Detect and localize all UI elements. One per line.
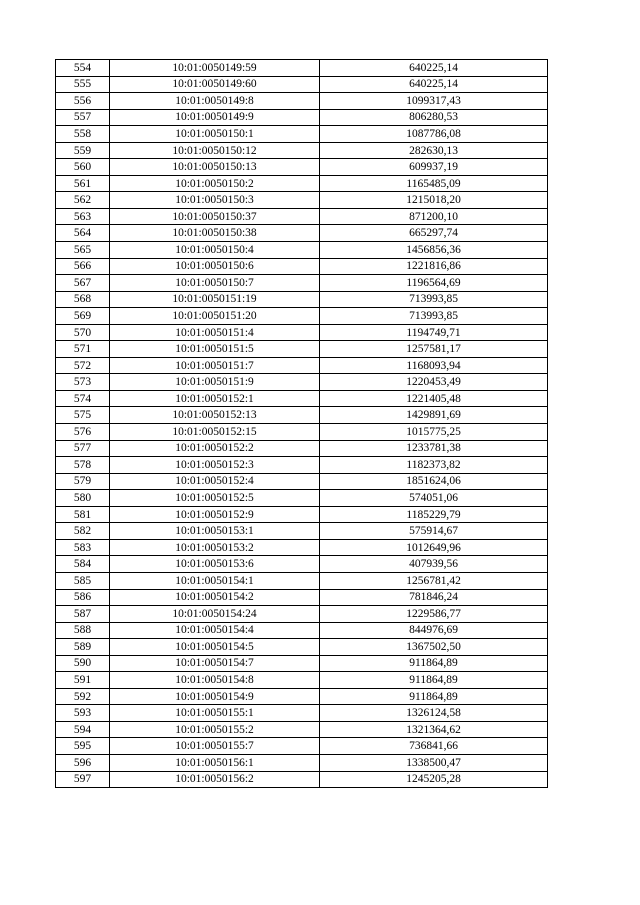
row-number-cell: 592 [56,688,110,705]
cadastral-number-cell: 10:01:0050149:9 [110,109,320,126]
row-number-cell: 554 [56,60,110,77]
cadastral-number-cell: 10:01:0050152:3 [110,457,320,474]
value-cell: 781846,24 [320,589,548,606]
cadastral-number-cell: 10:01:0050151:19 [110,291,320,308]
value-cell: 1099317,43 [320,93,548,110]
value-cell: 1215018,20 [320,192,548,209]
value-cell: 1229586,77 [320,606,548,623]
row-number-cell: 594 [56,721,110,738]
table-row [56,589,548,606]
value-cell: 1165485,09 [320,175,548,192]
value-cell: 640225,14 [320,76,548,93]
cadastral-number-cell: 10:01:0050154:1 [110,572,320,589]
table-row [56,672,548,689]
value-cell: 609937,19 [320,159,548,176]
cadastral-number-cell: 10:01:0050150:37 [110,208,320,225]
row-number-cell: 569 [56,308,110,325]
cadastral-number-cell: 10:01:0050156:2 [110,771,320,788]
table-row [56,291,548,308]
cadastral-number-cell: 10:01:0050154:4 [110,622,320,639]
table-row [56,357,548,374]
table-row [56,572,548,589]
row-number-cell: 588 [56,622,110,639]
cadastral-number-cell: 10:01:0050152:1 [110,390,320,407]
value-cell: 1168093,94 [320,357,548,374]
row-number-cell: 558 [56,126,110,143]
table-row [56,688,548,705]
row-number-cell: 583 [56,539,110,556]
row-number-cell: 565 [56,242,110,259]
table-row [56,258,548,275]
table-row [56,242,548,259]
value-cell: 1257581,17 [320,341,548,358]
table-row [56,390,548,407]
cadastral-number-cell: 10:01:0050154:2 [110,589,320,606]
cadastral-number-cell: 10:01:0050155:1 [110,705,320,722]
table-row [56,639,548,656]
cadastral-number-cell: 10:01:0050154:5 [110,639,320,656]
cadastral-number-cell: 10:01:0050155:2 [110,721,320,738]
value-cell: 1015775,25 [320,424,548,441]
row-number-cell: 580 [56,490,110,507]
row-number-cell: 581 [56,506,110,523]
value-cell: 575914,67 [320,523,548,540]
table-row [56,622,548,639]
value-cell: 1220453,49 [320,374,548,391]
table-row [56,225,548,242]
cadastral-number-cell: 10:01:0050154:24 [110,606,320,623]
table-row [56,93,548,110]
cadastral-number-cell: 10:01:0050151:20 [110,308,320,325]
table-row [56,539,548,556]
value-cell: 806280,53 [320,109,548,126]
cadastral-number-cell: 10:01:0050155:7 [110,738,320,755]
cadastral-number-cell: 10:01:0050149:60 [110,76,320,93]
value-cell: 1321364,62 [320,721,548,738]
cadastral-number-cell: 10:01:0050153:6 [110,556,320,573]
row-number-cell: 559 [56,142,110,159]
table-row [56,60,548,77]
table-row [56,606,548,623]
value-cell: 911864,89 [320,655,548,672]
value-cell: 407939,56 [320,556,548,573]
row-number-cell: 596 [56,754,110,771]
row-number-cell: 568 [56,291,110,308]
row-number-cell: 595 [56,738,110,755]
table-row [56,705,548,722]
value-cell: 1367502,50 [320,639,548,656]
cadastral-number-cell: 10:01:0050150:2 [110,175,320,192]
table-row [56,556,548,573]
value-cell: 1221816,86 [320,258,548,275]
cadastral-number-cell: 10:01:0050151:9 [110,374,320,391]
row-number-cell: 575 [56,407,110,424]
cadastral-number-cell: 10:01:0050149:8 [110,93,320,110]
cadastral-number-cell: 10:01:0050151:7 [110,357,320,374]
table-row [56,506,548,523]
row-number-cell: 593 [56,705,110,722]
value-cell: 1851624,06 [320,473,548,490]
row-number-cell: 576 [56,424,110,441]
cadastral-number-cell: 10:01:0050154:7 [110,655,320,672]
cadastral-number-cell: 10:01:0050150:12 [110,142,320,159]
cadastral-number-cell: 10:01:0050153:1 [110,523,320,540]
table-row [56,771,548,788]
value-cell: 844976,69 [320,622,548,639]
value-cell: 736841,66 [320,738,548,755]
cadastral-number-cell: 10:01:0050152:9 [110,506,320,523]
row-number-cell: 566 [56,258,110,275]
value-cell: 1338500,47 [320,754,548,771]
table-row [56,655,548,672]
table-row [56,457,548,474]
value-cell: 1245205,28 [320,771,548,788]
row-number-cell: 587 [56,606,110,623]
table-row [56,308,548,325]
cadastral-value-table [55,59,548,788]
cadastral-number-cell: 10:01:0050153:2 [110,539,320,556]
row-number-cell: 584 [56,556,110,573]
row-number-cell: 556 [56,93,110,110]
value-cell: 1256781,42 [320,572,548,589]
value-cell: 1196564,69 [320,275,548,292]
row-number-cell: 564 [56,225,110,242]
value-cell: 574051,06 [320,490,548,507]
value-cell: 282630,13 [320,142,548,159]
row-number-cell: 570 [56,324,110,341]
table-row [56,523,548,540]
table-body [56,60,548,788]
table-row [56,424,548,441]
table-row [56,208,548,225]
cadastral-number-cell: 10:01:0050152:2 [110,440,320,457]
value-cell: 1326124,58 [320,705,548,722]
value-cell: 871200,10 [320,208,548,225]
row-number-cell: 574 [56,390,110,407]
cadastral-number-cell: 10:01:0050156:1 [110,754,320,771]
value-cell: 1182373,82 [320,457,548,474]
row-number-cell: 585 [56,572,110,589]
table-row [56,341,548,358]
row-number-cell: 572 [56,357,110,374]
row-number-cell: 597 [56,771,110,788]
value-cell: 1233781,38 [320,440,548,457]
cadastral-number-cell: 10:01:0050154:8 [110,672,320,689]
value-cell: 1012649,96 [320,539,548,556]
cadastral-number-cell: 10:01:0050150:4 [110,242,320,259]
row-number-cell: 589 [56,639,110,656]
value-cell: 1429891,69 [320,407,548,424]
table-row [56,76,548,93]
table-row [56,490,548,507]
cadastral-number-cell: 10:01:0050149:59 [110,60,320,77]
value-cell: 713993,85 [320,308,548,325]
table-row [56,126,548,143]
table-row [56,374,548,391]
cadastral-number-cell: 10:01:0050152:13 [110,407,320,424]
cadastral-number-cell: 10:01:0050150:13 [110,159,320,176]
row-number-cell: 577 [56,440,110,457]
table-row [56,407,548,424]
row-number-cell: 578 [56,457,110,474]
table-row [56,754,548,771]
value-cell: 1456856,36 [320,242,548,259]
row-number-cell: 571 [56,341,110,358]
row-number-cell: 586 [56,589,110,606]
value-cell: 640225,14 [320,60,548,77]
cadastral-number-cell: 10:01:0050150:7 [110,275,320,292]
value-cell: 1194749,71 [320,324,548,341]
table-row [56,142,548,159]
cadastral-number-cell: 10:01:0050150:6 [110,258,320,275]
row-number-cell: 582 [56,523,110,540]
row-number-cell: 591 [56,672,110,689]
cadastral-number-cell: 10:01:0050152:15 [110,424,320,441]
table-row [56,192,548,209]
row-number-cell: 563 [56,208,110,225]
table-row [56,324,548,341]
value-cell: 665297,74 [320,225,548,242]
row-number-cell: 555 [56,76,110,93]
row-number-cell: 560 [56,159,110,176]
cadastral-number-cell: 10:01:0050152:4 [110,473,320,490]
value-cell: 713993,85 [320,291,548,308]
cadastral-number-cell: 10:01:0050150:38 [110,225,320,242]
table-row [56,275,548,292]
cadastral-number-cell: 10:01:0050150:1 [110,126,320,143]
value-cell: 1185229,79 [320,506,548,523]
table-row [56,473,548,490]
row-number-cell: 579 [56,473,110,490]
row-number-cell: 567 [56,275,110,292]
table-row [56,159,548,176]
row-number-cell: 561 [56,175,110,192]
row-number-cell: 590 [56,655,110,672]
value-cell: 911864,89 [320,688,548,705]
value-cell: 911864,89 [320,672,548,689]
cadastral-number-cell: 10:01:0050154:9 [110,688,320,705]
value-cell: 1221405,48 [320,390,548,407]
row-number-cell: 562 [56,192,110,209]
table-row [56,109,548,126]
row-number-cell: 557 [56,109,110,126]
row-number-cell: 573 [56,374,110,391]
cadastral-number-cell: 10:01:0050151:5 [110,341,320,358]
table-row [56,440,548,457]
table-row [56,175,548,192]
value-cell: 1087786,08 [320,126,548,143]
table-row [56,721,548,738]
cadastral-number-cell: 10:01:0050151:4 [110,324,320,341]
table-row [56,738,548,755]
cadastral-number-cell: 10:01:0050152:5 [110,490,320,507]
cadastral-number-cell: 10:01:0050150:3 [110,192,320,209]
